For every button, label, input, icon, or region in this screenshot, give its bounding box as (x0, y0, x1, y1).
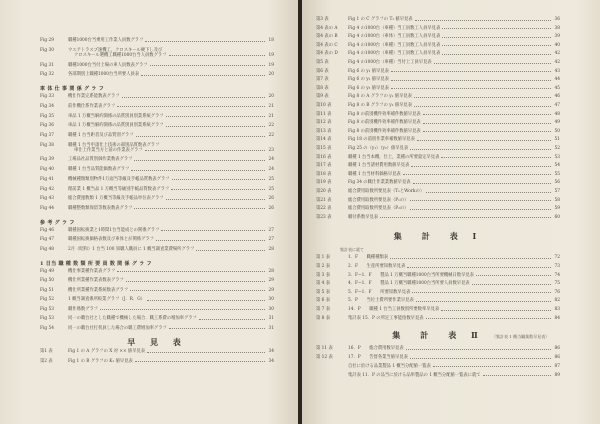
toc-title: 職種整数類保留等数表数表グラフ (68, 205, 133, 211)
toc-code: 第 2 表 (316, 264, 331, 269)
toc-title: Fig 6 の y₃ 値早見表 (348, 85, 389, 91)
toc-code: 第4 表の C (316, 42, 338, 48)
toc-code: 第 6 表 (316, 298, 331, 304)
toc-leader (410, 358, 551, 359)
toc-page-number: 51 (554, 137, 560, 143)
toc-leader (410, 149, 551, 150)
toc-code: 第 1 表 (316, 255, 331, 261)
toc-title: 機仕所業種作業系統数表グラフ (68, 287, 129, 293)
toc-page-number: 53 (554, 154, 560, 160)
toc-code: 第20 表 (316, 189, 332, 194)
toc-code: Fig 32 (40, 72, 54, 78)
section-heading-body-graphs: 車 体 仕 事 関 係 グ ラ フ (40, 86, 105, 93)
toc-leader (426, 318, 551, 319)
toc-code: Fig 33 (40, 94, 54, 100)
toc-leader (414, 106, 551, 107)
toc-title: 総合費用取数所要見表（T₁とWorkの） (348, 189, 425, 194)
toc-leader (166, 116, 265, 117)
toc-page-number: 87 (554, 363, 560, 369)
toc-code: Fig 52 (40, 297, 54, 303)
toc-title: 5．P 当位士費所要作業早見表 (348, 298, 414, 304)
toc-title: 職種 1 台当材料価格早見表 (348, 171, 401, 177)
toc-title: 機械種類類別物件1万面当等級及手帳品質数表グラフ (68, 176, 170, 182)
toc-title: Fig 8 の前別機件効率補件数値早見表 (348, 128, 421, 134)
toc-page-number: 31 (268, 316, 274, 322)
toc-code: Fig 30 (40, 47, 54, 53)
section-heading-reference-graphs: 参 考 グ ラ フ (40, 219, 75, 226)
toc-title: Fig 25 の（y₁）（y₂）値早見表 (348, 146, 409, 151)
toc-leader (169, 328, 265, 329)
toc-code: Fig 48 (40, 247, 54, 252)
toc-code: 第7 表 (316, 77, 329, 83)
toc-page-number: 54 (554, 163, 560, 169)
toc-code: Fig 37 (40, 133, 54, 138)
section-heading-daily-graphs: 1 日当 職 種 数 類 所 要 員 数 関 係 グ ラ フ (40, 260, 152, 267)
toc-page-number: 59 (554, 206, 560, 212)
toc-leader (100, 309, 265, 310)
toc-title: 機仕作業完系能数表グラフ (68, 94, 120, 100)
toc-leader (416, 301, 551, 302)
toc-page-number: 76 (554, 289, 560, 295)
toc-title: Fig 4 の1000台（車種）当工員数工人員早見表 (348, 25, 441, 31)
toc-code: 第 8 表 (316, 315, 331, 321)
toc-code: 第3 表 (316, 17, 329, 22)
toc-leader (433, 366, 551, 367)
summary-table-1-note: 集計表に就て (340, 247, 364, 253)
toc-leader (130, 290, 265, 291)
toc-page-number: 43 (554, 68, 560, 74)
toc-code: 第6 表 (316, 68, 329, 74)
toc-page-number: 58 (554, 197, 560, 203)
toc-title: 自社に於ける品業製品 1 概当分配値一覧表 (348, 363, 431, 369)
toc-leader (391, 88, 551, 89)
toc-leader (423, 131, 551, 132)
toc-code: Fig 34 (40, 103, 54, 109)
toc-code: 第13 表 (316, 128, 332, 134)
toc-code: Fig 54 (40, 325, 54, 331)
toc-title: Fig 8 の A グラフの y₁ 値早見表 (348, 94, 412, 100)
toc-leader (172, 179, 265, 180)
toc-title: 総合費用取数所要見表（P₁の） (348, 197, 409, 203)
toc-leader (147, 352, 265, 353)
toc-code: Fig 41 (40, 176, 54, 182)
toc-leader (442, 28, 551, 29)
toc-leader (426, 192, 551, 193)
toc-leader (441, 310, 551, 311)
toc-page-number: 42 (554, 60, 560, 65)
toc-page-number: 39 (554, 34, 560, 40)
toc-leader (147, 300, 265, 301)
toc-leader (171, 189, 265, 190)
summary-table-2-heading: 集 計 表 Ⅱ (392, 330, 484, 341)
toc-leader (117, 271, 265, 272)
toc-title: 1．F 職種種類表 (348, 255, 389, 261)
toc-title: Fig 4 の1000台（車種）当工員数工人員早見表 (348, 42, 441, 48)
toc-leader (134, 208, 265, 209)
toc-code: Fig 35 (40, 113, 54, 119)
toc-code: 第 5 表 (316, 289, 331, 295)
summary-table-2-note: （集計表 1 概当職業数早見表） (492, 334, 550, 340)
toc-page-number: 83 (554, 307, 560, 312)
toc-title: 17．P 告督各業当値早見表 (348, 355, 408, 360)
toc-title: Fig 1 の A グラフの X 対 ×× 値早見表 (68, 349, 146, 355)
toc-code: Fig 39 (40, 157, 54, 163)
toc-leader (166, 126, 265, 127)
toc-leader (161, 230, 265, 231)
toc-page-number: 19 (268, 62, 274, 68)
toc-leader (442, 37, 551, 38)
toc-leader (407, 267, 551, 268)
toc-page-number: 46 (554, 94, 560, 100)
toc-leader (145, 150, 265, 151)
toc-page-number: 34 (268, 349, 274, 355)
toc-page-number: 30 (268, 297, 274, 303)
toc-title: Fig 8 の B グラフの y₂ 値早見表 (348, 103, 413, 108)
toc-leader (380, 217, 551, 218)
toc-code: 第21 表 (316, 197, 332, 203)
sokuhyo-heading: 早 見 表 (127, 337, 187, 348)
toc-page-number: 82 (554, 298, 560, 304)
toc-leader (150, 65, 265, 66)
toc-code: 第 7 表 (316, 307, 331, 312)
toc-title: 同一の職台社とした職種で機械した場合．職工系費の増加率グラフ (68, 316, 197, 322)
toc-leader (483, 375, 551, 376)
toc-page-number: 25 (268, 176, 274, 182)
toc-code: 第12 表 (316, 120, 332, 126)
toc-title: 16．P 総合費用数早見表 (348, 346, 404, 352)
toc-code: 第4 表の D (316, 51, 338, 57)
toc-title: Fig 8 の前別機件効率補件数値早見表 (348, 120, 421, 126)
toc-leader (199, 319, 265, 320)
toc-leader (117, 106, 265, 107)
toc-title: 職種 1 台当申請仕上技術の部別品質数表グラフ (68, 142, 160, 148)
toc-code: Fig 50 (40, 278, 54, 284)
toc-leader (196, 250, 265, 251)
toc-page-number: 38 (554, 25, 560, 31)
toc-title: 職種1000台当乗用工作業人員数グラフ (68, 38, 144, 43)
toc-page-number: 24 (268, 167, 274, 173)
toc-title: 職種国転換業と1時間1台当能成との関係グラフ (68, 227, 160, 233)
toc-title: Fig 4 の1000台（車体）当工員数工人員早見表 (348, 34, 441, 40)
toc-code: Fig 46 (40, 227, 54, 233)
toc-leader (423, 114, 551, 115)
toc-page-number: 52 (554, 146, 560, 151)
toc-code: Fig 51 (40, 287, 54, 293)
toc-leader (414, 97, 551, 98)
toc-title: 各部期別上職種1000台当所要人員表 (68, 72, 140, 78)
toc-code: 第4 表の B (316, 34, 338, 40)
toc-code: Fig 36 (40, 123, 54, 129)
toc-title: 総合費運数類 1 万概当等級及手帳品単位表グラフ (68, 196, 164, 202)
toc-leader (472, 284, 551, 285)
toc-leader (412, 292, 551, 293)
toc-title: 14．P 職種 1 台当工員数別所要数率早見表 (348, 307, 440, 312)
toc-code: 第18 表 (316, 171, 332, 177)
toc-code: 第17 表 (316, 163, 332, 169)
toc-page-number: 56 (554, 180, 560, 186)
toc-title: 機仕事業種作業表グラフ (68, 268, 116, 274)
toc-leader (126, 281, 265, 282)
toc-leader (169, 55, 265, 56)
toc-leader (406, 349, 551, 350)
toc-title: Fig 1 の B グラフの K₁ 値早見表 (68, 358, 133, 364)
toc-page-number: 26 (268, 196, 274, 202)
toc-page-number: 49 (554, 120, 560, 126)
toc-leader (131, 170, 265, 171)
toc-code: Fig 47 (40, 237, 54, 243)
toc-code: Fig 53 (40, 316, 54, 322)
toc-page-number: 23 (268, 147, 274, 153)
summary-table-1-heading: 集 計 表 Ⅰ (393, 231, 483, 242)
toc-title: Fig 6 の y₂ 値早見表 (348, 77, 389, 83)
toc-page-number: 30 (268, 306, 274, 312)
toc-page-number: 28 (268, 268, 274, 274)
toc-page-number: 27 (268, 237, 274, 243)
toc-page-number: 75 (554, 281, 560, 287)
toc-code: 第 12 表 (316, 355, 333, 360)
toc-page-number: 25 (268, 186, 274, 192)
toc-page-number: 45 (554, 85, 560, 91)
toc-title: 4．F−1．F 製品 1 万概当職種1000台当所要人員数早見表 (348, 281, 470, 287)
toc-page-number: 34 (268, 358, 274, 364)
toc-page-number: 26 (268, 205, 274, 211)
toc-title: 車品 1 万概当解約開係の品質別員別業系統グラフ (68, 123, 164, 129)
right-page (302, 0, 600, 424)
toc-leader (134, 160, 265, 161)
toc-code: 第15 表 (316, 146, 332, 151)
toc-leader (390, 258, 551, 259)
toc-code: 第14 表 (316, 137, 332, 143)
toc-code: 第23 表 (316, 214, 332, 220)
toc-leader (442, 54, 551, 55)
toc-code: Fig 40 (40, 167, 54, 173)
toc-title: 総合費用取数所要見表（P₂の） (348, 206, 409, 212)
toc-title: 職種1000台当付上場の車人員数表グラフ (68, 62, 148, 68)
toc-leader (410, 209, 551, 210)
toc-code: 第16 表 (316, 154, 332, 160)
toc-page-number: 28 (268, 247, 274, 252)
toc-page-number: 24 (268, 157, 274, 163)
toc-title: 3．F−1．F 製品 1 万概当職種1000台当所要機械日数早見表 (348, 272, 474, 278)
toc-page-number: 44 (554, 77, 560, 83)
toc-title: 工場品社品質別価作業数表グラフ (68, 157, 133, 163)
toc-code: Fig 42 (40, 186, 54, 192)
toc-page-number: 60 (554, 214, 560, 220)
toc-page-number: 72 (554, 255, 560, 261)
toc-code: Fig 31 (40, 62, 54, 68)
toc-page-number: 55 (554, 171, 560, 177)
toc-code: Fig 44 (40, 205, 54, 211)
toc-title: 集計表 15．P の所定工事能指数早見表 (348, 315, 424, 321)
toc-title-continued: クロスキール選機工職種1000台当人員数グラフ (74, 52, 167, 58)
toc-leader (415, 20, 551, 21)
toc-leader (434, 63, 551, 64)
toc-title: 職付系数早見表 (348, 214, 379, 220)
toc-code: 第10 表 (316, 103, 332, 108)
toc-title: 5．F−1．F 所要知数早見表 (348, 289, 411, 295)
toc-title: 前作機仕系作業表グラフ (68, 103, 116, 109)
toc-code: Fig 38 (40, 142, 54, 148)
toc-code: 第11 表 (316, 111, 332, 117)
toc-page-number: 57 (554, 189, 560, 194)
toc-page-number: 22 (268, 123, 274, 129)
toc-page-number: 21 (268, 113, 274, 119)
toc-page-number: 31 (268, 325, 274, 331)
toc-code: 第 4 表 (316, 281, 331, 287)
toc-page-number: 50 (554, 128, 560, 134)
toc-page-number: 36 (554, 17, 560, 22)
toc-code: 第4 表の A (316, 25, 338, 31)
toc-page-number: 18 (268, 38, 274, 43)
toc-page-number: 73 (554, 264, 560, 269)
toc-page-number: 42 (554, 51, 560, 57)
toc-leader (391, 80, 551, 81)
toc-leader (441, 157, 551, 158)
toc-title: 車品 1 万概当解約開係の品質別員別業系統グラフ (68, 113, 164, 119)
toc-leader (413, 183, 551, 184)
toc-code: 第 3 表 (316, 272, 331, 278)
toc-code: 第1 表 (40, 349, 53, 355)
toc-title: 機仕所業種作業表数表グラフ (68, 278, 124, 284)
toc-leader (411, 166, 551, 167)
toc-title-continued: 車仕上作業当方と前の作業表グラフ (74, 147, 143, 153)
toc-page-number: 48 (554, 111, 560, 117)
toc-leader (423, 123, 551, 124)
toc-leader (135, 361, 265, 362)
toc-code: 第 11 表 (316, 346, 333, 352)
toc-leader (410, 200, 551, 201)
toc-page-number: 29 (268, 287, 274, 293)
toc-page-number: 27 (268, 227, 274, 233)
toc-leader (403, 174, 551, 175)
toc-page-number: 47 (554, 103, 560, 108)
toc-title: Fig 4 の1000台（車種）当付上工員早見表 (348, 60, 432, 65)
toc-title: 職種 1 台当本機，仕上，業種の所要量定早見表 (348, 154, 440, 160)
toc-leader (156, 240, 265, 241)
toc-page-number: 74 (554, 272, 560, 278)
toc-title: ウエアトラスプ速機工，クロスキール硬下し及び (68, 47, 163, 53)
toc-page-number: 21 (268, 103, 274, 109)
toc-code: 第19 表 (316, 180, 332, 186)
toc-code: Fig 53 (40, 306, 54, 312)
toc-title: Fig 4 の1000台（車種）当工員数工人員早見表 (348, 51, 441, 57)
toc-page-number: 40 (554, 42, 560, 48)
toc-title: 職種 1 台当品質能価数表グラフ (68, 167, 130, 173)
toc-code: Fig 49 (40, 268, 54, 274)
toc-title: 集計表 11．P の品当に於ける品単製品の 1 概当分配値一覧表に就て (348, 372, 481, 378)
toc-title: 職作係数グラフ (68, 306, 99, 312)
toc-title: Fig 8 の前別機件効率補件数値早見表 (348, 111, 421, 117)
toc-page-number: 20 (268, 72, 274, 78)
toc-title: 職種国転換価格表数及び車体とが関係グラフ (68, 237, 154, 243)
toc-leader (166, 199, 265, 200)
toc-page-number: 20 (268, 94, 274, 100)
toc-title: Fig 18 の前別作業率補数値早見表 (348, 137, 415, 143)
toc-title: 1 概当調査係所較業グラフ（J．R．G） (68, 297, 145, 303)
toc-leader (141, 75, 265, 76)
toc-title: 2．F 生産所要知数早見表 (348, 264, 406, 269)
toc-leader (391, 71, 551, 72)
toc-title: Fig 6 の y₁ 値早見表 (348, 68, 389, 74)
toc-code: 第5 表 (316, 60, 329, 65)
toc-leader (476, 275, 551, 276)
toc-leader (136, 136, 265, 137)
toc-title: Fig 34 の職仕作業業数値早見表 (348, 180, 411, 186)
toc-leader (442, 45, 551, 46)
toc-code: 第8 表 (316, 85, 329, 91)
toc-page-number: 19 (268, 52, 274, 58)
toc-page-number: 84 (554, 315, 560, 321)
toc-title: 同一の職台社打机員した場合の職工費増加率グラフ (68, 325, 167, 331)
toc-leader (122, 97, 265, 98)
toc-title: Fig 1 の C グラフの T₁ 値早見表 (348, 17, 413, 22)
toc-code: 第2 表 (40, 358, 53, 364)
toc-title: 理前業 1 概当品 1 万概当等級別手帳品質数表グラフ (68, 186, 170, 192)
toc-code: Fig 43 (40, 196, 54, 202)
toc-title: 職種 1 台当距者及び品質別グラフ (68, 133, 134, 138)
toc-leader (145, 41, 265, 42)
toc-title: 2月（昭和）1 台当 100 知職人職員に 1 概当調査業費場所グラフ (68, 247, 195, 252)
toc-title: 職種 1 台当諸材費用数値早見表 (348, 163, 410, 169)
left-page (0, 0, 298, 424)
toc-code: 第9 表 (316, 94, 329, 100)
toc-code: Fig 29 (40, 38, 54, 43)
toc-page-number: 89 (554, 372, 560, 378)
toc-page-number: 22 (268, 133, 274, 138)
toc-page-number: 29 (268, 278, 274, 284)
toc-leader (417, 140, 551, 141)
toc-page-number: 86 (554, 346, 560, 352)
toc-page-number: 86 (554, 355, 560, 360)
toc-code: 第22 表 (316, 206, 332, 212)
